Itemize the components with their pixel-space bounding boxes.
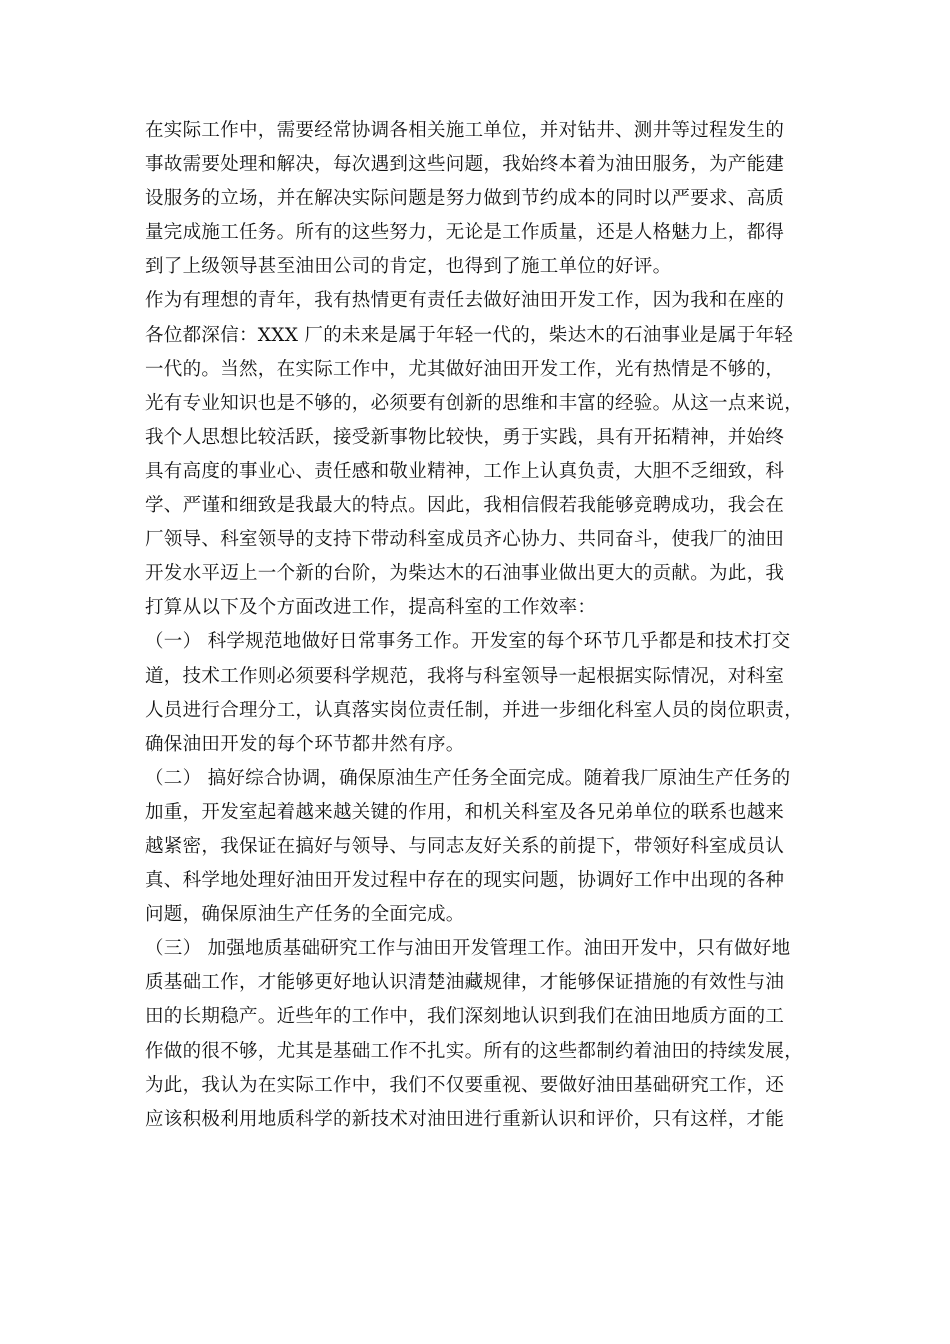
text-line: 为此，我认为在实际工作中，我们不仅要重视、要做好油田基础研究工作，还 [145, 1074, 785, 1096]
text-line: 具有高度的事业心、责任感和敬业精神，工作上认真负责，大胆不乏细致，科 [145, 460, 785, 482]
text-line: 作为有理想的青年，我有热情更有责任去做好油田开发工作，因为我和在座的 [145, 290, 785, 312]
text-line: 量完成施工任务。所有的这些努力，无论是工作质量，还是人格魅力上，都得 [145, 222, 785, 244]
text-line: 越紧密，我保证在搞好与领导、与同志友好关系的前提下，带领好科室成员认 [145, 835, 785, 857]
text-line: 应该积极利用地质科学的新技术对油田进行重新认识和评价，只有这样，才能 [145, 1108, 785, 1130]
text-line: 田的长期稳产。近些年的工作中，我们深刻地认识到我们在油田地质方面的工 [145, 1006, 785, 1028]
text-line: 一代的。当然，在实际工作中，尤其做好油田开发工作，光有热情是不够的， [145, 358, 785, 380]
text-line: 厂领导、科室领导的支持下带动科室成员齐心协力、共同奋斗，使我厂的油田 [145, 529, 785, 551]
text-line: 人员进行合理分工，认真落实岗位责任制，并进一步细化科室人员的岗位职责， [145, 699, 804, 721]
text-line: 在实际工作中，需要经常协调各相关施工单位，并对钻井、测井等过程发生的 [145, 120, 785, 141]
text-line: 到了上级领导甚至油田公司的肯定，也得到了施工单位的好评。 [145, 256, 672, 278]
text-line: （一） 科学规范地做好日常事务工作。开发室的每个环节几乎都是和技术打交 [145, 631, 791, 653]
text-line: 质基础工作，才能够更好地认识清楚油藏规律，才能够保证措施的有效性与油 [145, 972, 785, 994]
text-line: 事故需要处理和解决，每次遇到这些问题，我始终本着为油田服务，为产能建 [145, 154, 785, 176]
text-line: （二） 搞好综合协调，确保原油生产任务全面完成。随着我厂原油生产任务的 [145, 767, 791, 789]
text-line: 作做的很不够，尤其是基础工作不扎实。所有的这些都制约着油田的持续发展， [145, 1040, 804, 1062]
text-line: 确保油田开发的每个环节都井然有序。 [145, 733, 465, 755]
text-line: 加重，开发室起着越来越关键的作用，和机关科室及各兄弟单位的联系也越来 [145, 801, 785, 823]
text-line: 真、科学地处理好油田开发过程中存在的现实问题，协调好工作中出现的各种 [145, 870, 785, 892]
text-line: 学、严谨和细致是我最大的特点。因此，我相信假若我能够竞聘成功，我会在 [145, 495, 785, 517]
text-line: 道，技术工作则必须要科学规范，我将与科室领导一起根据实际情况，对科室 [145, 665, 785, 687]
text-line: 打算从以下及个方面改进工作，提高科室的工作效率： [145, 597, 597, 619]
text-line: 光有专业知识也是不够的，必须要有创新的思维和丰富的经验。从这一点来说， [145, 392, 804, 414]
text-line: 各位都深信：XXX 厂的未来是属于年轻一代的，柴达木的石油事业是属于年轻 [145, 324, 794, 346]
document-body [145, 114, 807, 1137]
text-line: 开发水平迈上一个新的台阶，为柴达木的石油事业做出更大的贡献。为此，我 [145, 563, 785, 585]
text-line: 我个人思想比较活跃，接受新事物比较快，勇于实践，具有开拓精神，并始终 [145, 426, 785, 448]
text-line: （三） 加强地质基础研究工作与油田开发管理工作。油田开发中，只有做好地 [145, 938, 791, 960]
text-line: 问题，确保原油生产任务的全面完成。 [145, 904, 465, 926]
text-line: 设服务的立场，并在解决实际问题是努力做到节约成本的同时以严要求、高质 [145, 188, 785, 210]
